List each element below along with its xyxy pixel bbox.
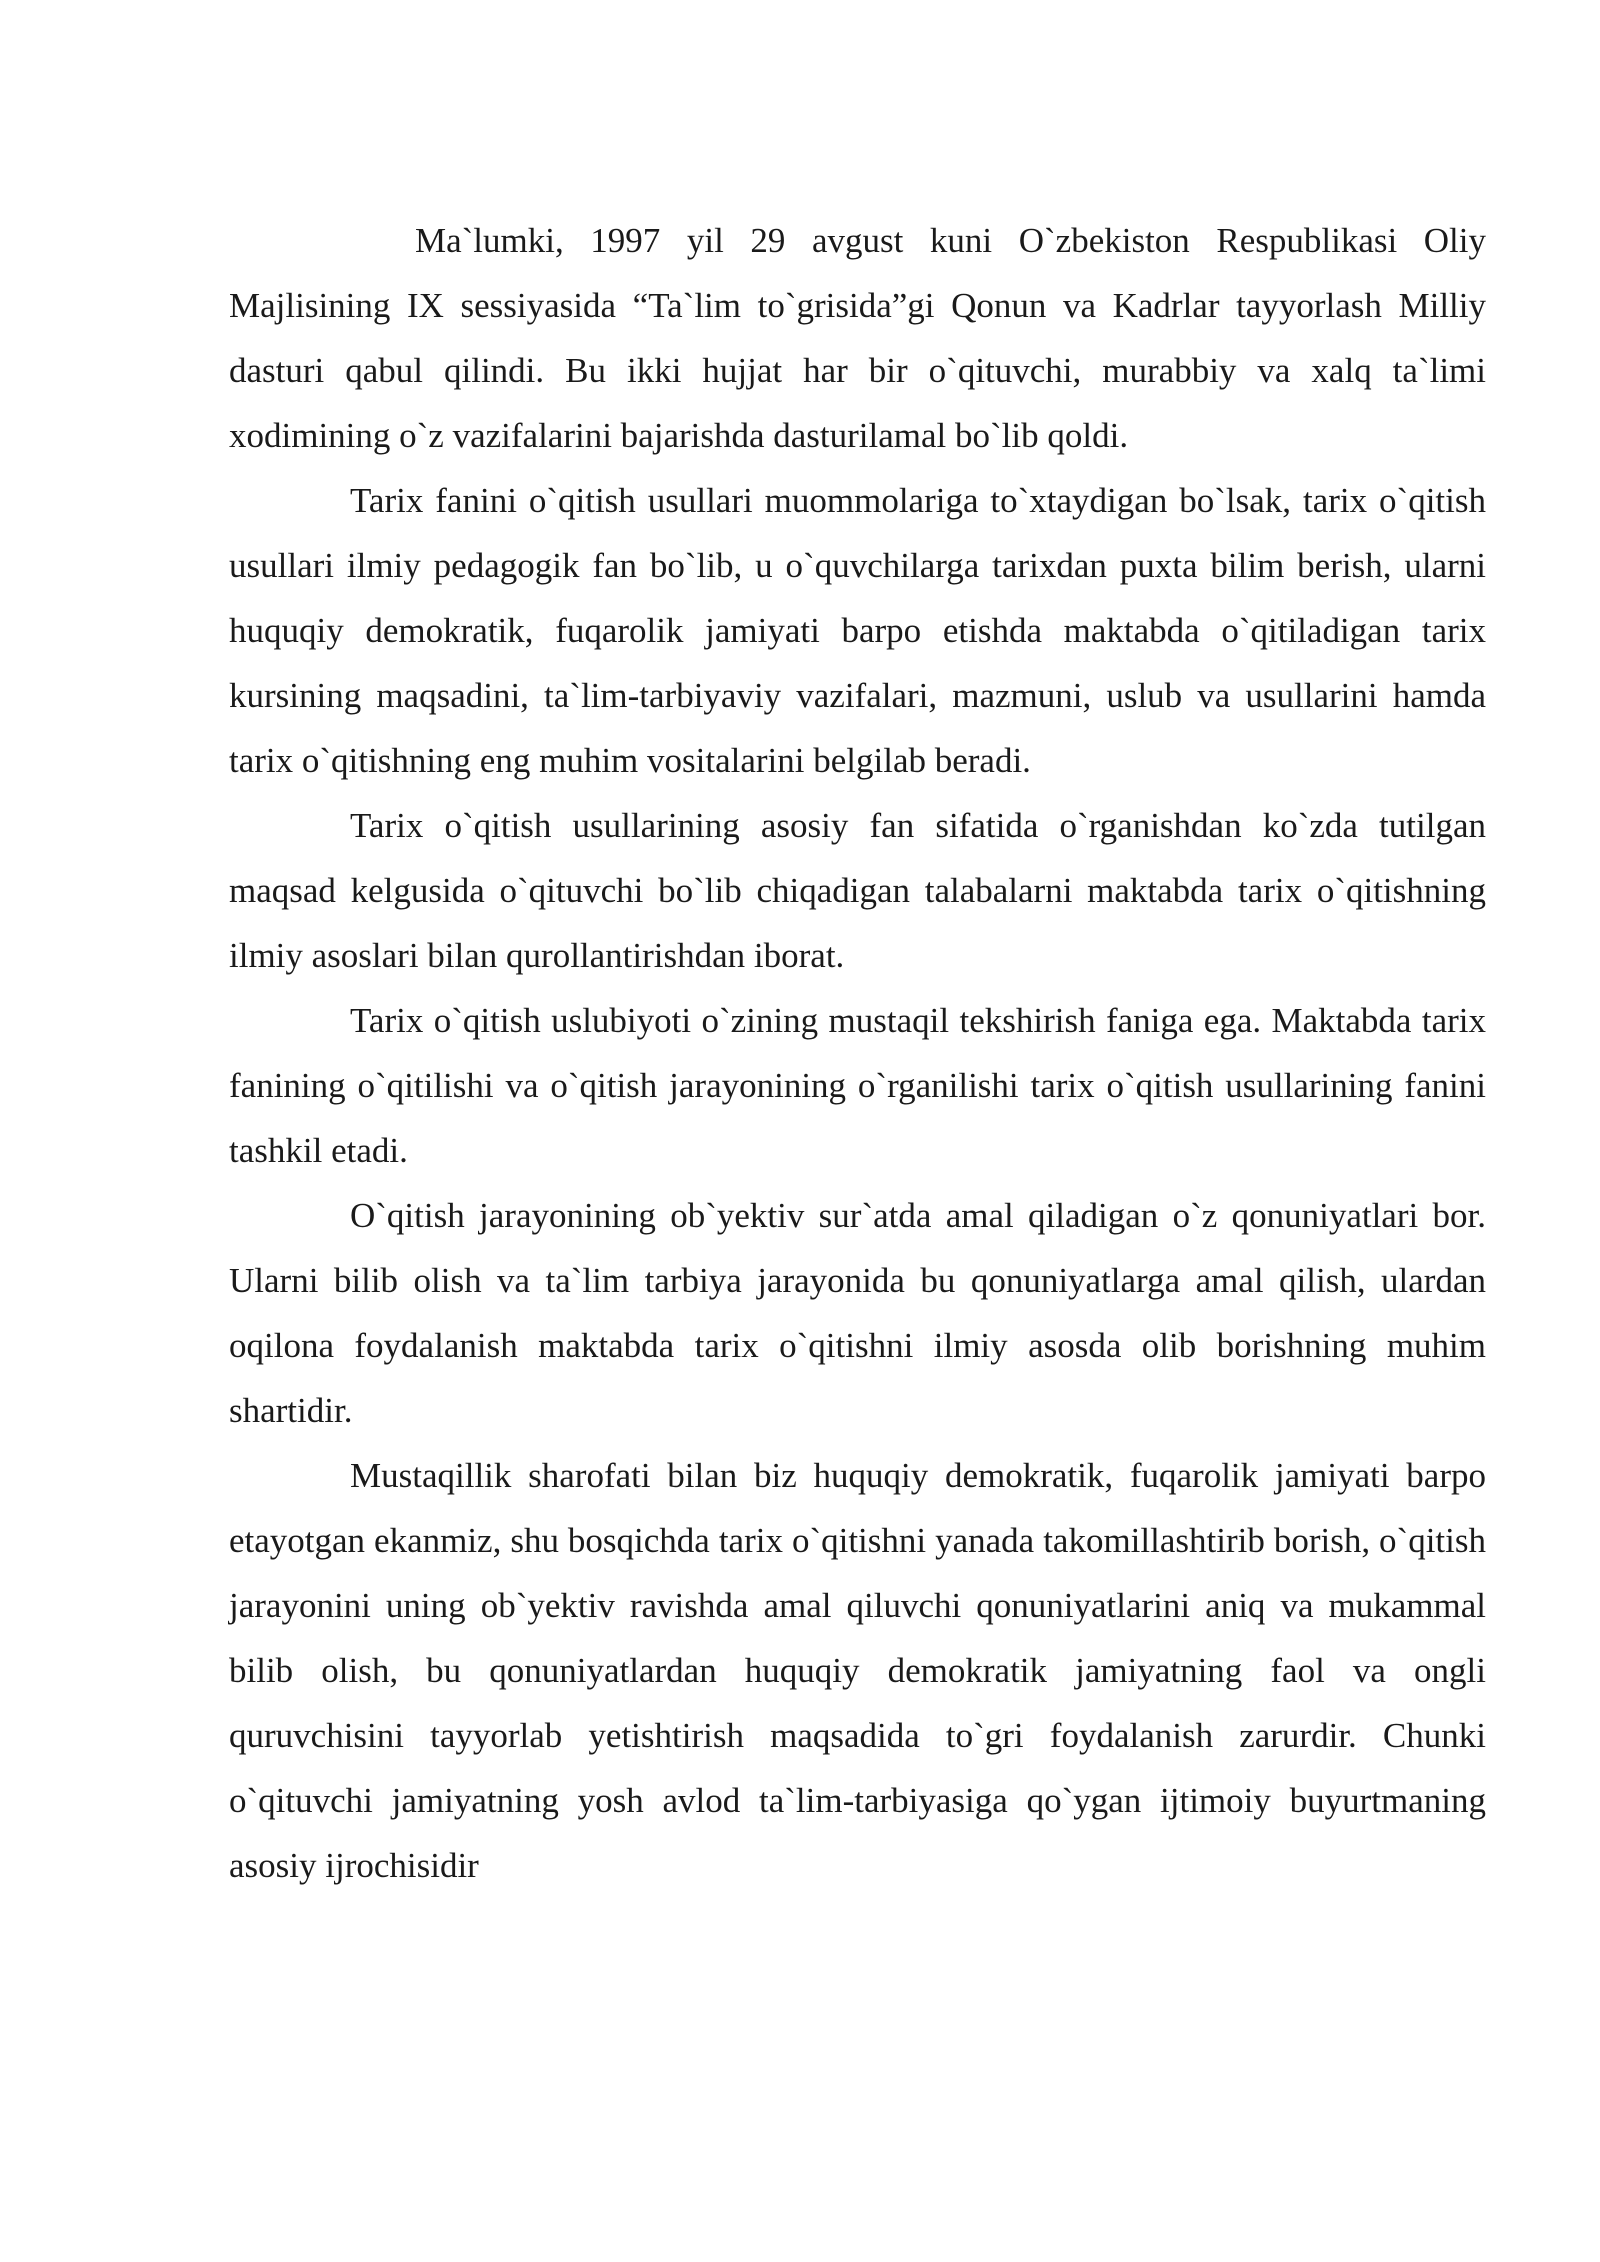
paragraph-5: O`qitish jarayonining ob`yektiv sur`atda amal qiladigan o`z qonuniyatlari bor. Ularni bilib olish va ta`lim tarbiya jarayonida bu qonuniyatlarga amal qilish, ulardan oqilona foydalanish maktabda tarix o`qitishni ilmiy asosda olib borishning muhim shartidir. — [229, 1196, 1486, 1430]
paragraph-1: Ma`lumki, 1997 yil 29 avgust kuni O`zbekiston Respublikasi Oliy Majlisining IX sessiyasida “Ta`lim to`grisida”gi Qonun va Kadrlar tayyorlash Milliy dasturi qabul qilindi. Bu ikki hujjat har bir o`qituvchi, murabbiy va xalq ta`limi xodimining o`z vazifalarini bajarishda dasturilamal bo`lib qoldi. — [229, 221, 1486, 455]
paragraph-3: Tarix o`qitish usullarining asosiy fan sifatida o`rganishdan ko`zda tutilgan maqsad kelgusida o`qituvchi bo`lib chiqadigan talabalarni maktabda tarix o`qitishning ilmiy asoslari bilan qurollantirishdan iborat. — [229, 806, 1486, 975]
document-body — [229, 208, 1486, 1898]
paragraph-2: Tarix fanini o`qitish usullari muommolariga to`xtaydigan bo`lsak, tarix o`qitish usullari ilmiy pedagogik fan bo`lib, u o`quvchilarga tarixdan puxta bilim berish, ularni huquqiy demokratik, fuqarolik jamiyati barpo etishda maktabda o`qitiladigan tarix kursining maqsadini, ta`lim-tarbiyaviy vazifalari, mazmuni, uslub va usullarini hamda tarix o`qitishning eng muhim vositalarini belgilab beradi. — [229, 481, 1486, 780]
paragraph-6: Mustaqillik sharofati bilan biz huquqiy demokratik, fuqarolik jamiyati barpo etayotgan ekanmiz, shu bosqichda tarix o`qitishni yanada takomillashtirib borish, o`qitish jarayonini uning ob`yektiv ravishda amal qiluvchi qonuniyatlarini aniq va mukammal bilib olish, bu qonuniyatlardan huquqiy demokratik jamiyatning faol va ongli quruvchisini tayyorlab yetishtirish maqsadida to`gri foydalanish zarurdir. Chunki o`qituvchi jamiyatning yosh avlod ta`lim-tarbiyasiga qo`ygan ijtimoiy buyurtmaning asosiy ijrochisidir — [229, 1456, 1486, 1885]
paragraph-4: Tarix o`qitish uslubiyoti o`zining mustaqil tekshirish faniga ega. Maktabda tarix fanining o`qitilishi va o`qitish jarayonining o`rganilishi tarix o`qitish usullarining fanini tashkil etadi. — [229, 1001, 1486, 1170]
